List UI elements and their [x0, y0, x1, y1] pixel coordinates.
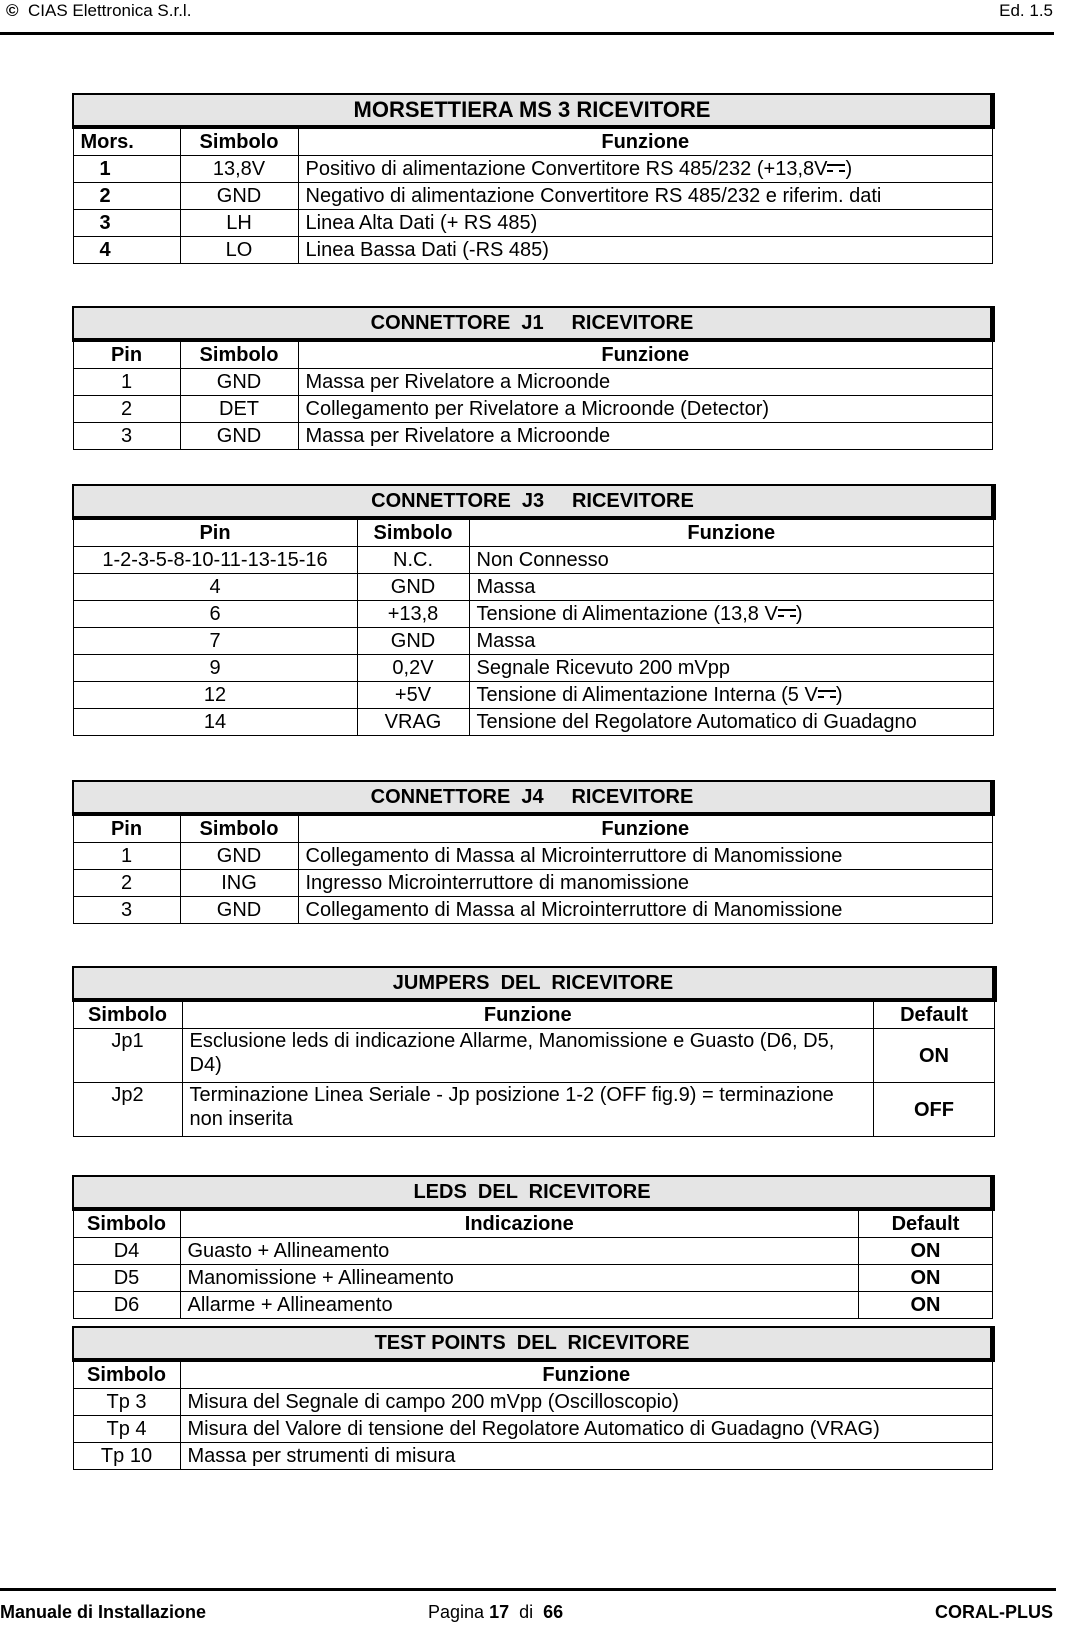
j1-title: CONNETTORE J1 RICEVITORE — [73, 307, 993, 340]
footer-manual: Manuale di Installazione — [0, 1602, 207, 1622]
table-row: D5 Manomissione + Allineamento ON — [73, 1265, 993, 1292]
footer-rule — [0, 1588, 1056, 1591]
table-row: 2 DET Collegamento per Rivelatore a Microonde (Detector) — [73, 396, 993, 423]
table-row: 9 0,2V Segnale Ricevuto 200 mVpp — [73, 655, 994, 682]
table-row: 3 GND Collegamento di Massa al Microinterruttore di Manomissione — [73, 897, 993, 924]
table-row: Tp 10 Massa per strumenti di misura — [73, 1443, 993, 1470]
j3-table: CONNETTORE J3 RICEVITORE Pin Simbolo Funzione 1-2-3-5-8-10-11-13-15-16 N.C. Non Connesso 4 GND Massa 6 +13,8 Tensione di Alimentazione (13,8 V ) 7 GND Massa 9 0,2V Segnale Ricevuto 200 mVpp 12 +5V Tensione di Alimentazione Interna (5 V ) 14 VRAG Tensione del Regolatore Automatico di Guadagno — [72, 484, 996, 736]
table-row: 3 GND Massa per Rivelatore a Microonde — [73, 423, 993, 450]
table-row: 1-2-3-5-8-10-11-13-15-16 N.C. Non Connesso — [73, 547, 994, 574]
table-row: 1 GND Massa per Rivelatore a Microonde — [73, 369, 993, 396]
table-row: 4 GND Massa — [73, 574, 994, 601]
ms3-col-funzione: Funzione — [298, 127, 993, 156]
table-row: Tp 3 Misura del Segnale di campo 200 mVpp (Oscilloscopio) — [73, 1389, 993, 1416]
leds-title: LEDS DEL RICEVITORE — [73, 1176, 993, 1209]
dc-symbol-icon — [818, 690, 836, 701]
tp-title: TEST POINTS DEL RICEVITORE — [73, 1327, 993, 1360]
j3-title: CONNETTORE J3 RICEVITORE — [73, 485, 994, 518]
header-rule — [0, 32, 1054, 35]
table-row: 1 13,8V Positivo di alimentazione Convertitore RS 485/232 (+13,8V ) — [73, 156, 993, 183]
j4-title: CONNETTORE J4 RICEVITORE — [73, 781, 993, 814]
dc-symbol-icon — [827, 164, 845, 175]
table-row: 6 +13,8 Tensione di Alimentazione (13,8 V ) — [73, 601, 994, 628]
footer-page: Pagina 17 di 66 — [428, 1602, 564, 1622]
table-row: 4 LO Linea Bassa Dati (-RS 485) — [73, 237, 993, 264]
page-footer — [0, 1588, 1069, 1628]
table-row: Tp 4 Misura del Valore di tensione del Regolatore Automatico di Guadagno (VRAG) — [73, 1416, 993, 1443]
jumpers-table: JUMPERS DEL RICEVITORE Simbolo Funzione Default Jp1 Esclusione leds di indicazione Allarme, Manomissione e Guasto (D6, D5, D4) ON Jp2 Terminazione Linea Seriale - Jp posizione 1-2 (OFF fig.9) = terminazione non inserita OFF — [72, 966, 997, 1137]
table-row: D4 Guasto + Allineamento ON — [73, 1238, 993, 1265]
header-edition: Ed. 1.5 — [999, 1, 1053, 20]
page-header — [0, 0, 1069, 34]
table-row: 14 VRAG Tensione del Regolatore Automatico di Guadagno — [73, 709, 994, 736]
footer-product: CORAL-PLUS — [935, 1602, 1053, 1622]
leds-table: LEDS DEL RICEVITORE Simbolo Indicazione Default D4 Guasto + Allineamento ON D5 Manomissione + Allineamento ON D6 Allarme + Allineamento ON — [72, 1175, 995, 1319]
tp-table: TEST POINTS DEL RICEVITORE Simbolo Funzione Tp 3 Misura del Segnale di campo 200 mVpp (Oscilloscopio) Tp 4 Misura del Valore di tensione del Regolatore Automatico di Guadagno (VRAG) Tp 10 Massa per strumenti di misura — [72, 1326, 995, 1470]
table-row: 12 +5V Tensione di Alimentazione Interna (5 V ) — [73, 682, 994, 709]
dc-symbol-icon — [778, 609, 796, 620]
ms3-title: MORSETTIERA MS 3 RICEVITORE — [73, 94, 993, 127]
table-row: 3 LH Linea Alta Dati (+ RS 485) — [73, 210, 993, 237]
table-row: 2 ING Ingresso Microinterruttore di manomissione — [73, 870, 993, 897]
ms3-table — [72, 93, 995, 264]
table-row: Jp1 Esclusione leds di indicazione Allarme, Manomissione e Guasto (D6, D5, D4) ON — [73, 1029, 995, 1083]
header-company: © CIAS Elettronica S.r.l. — [6, 1, 192, 20]
table-row: 1 GND Collegamento di Massa al Microinterruttore di Manomissione — [73, 843, 993, 870]
table-row: 7 GND Massa — [73, 628, 994, 655]
table-row: D6 Allarme + Allineamento ON — [73, 1292, 993, 1319]
j4-table: CONNETTORE J4 RICEVITORE Pin Simbolo Funzione 1 GND Collegamento di Massa al Microinterruttore di Manomissione 2 ING Ingresso Microinterruttore di manomissione 3 GND Collegamento di Massa al Microinterruttore di Manomissione — [72, 780, 995, 924]
table-row: Jp2 Terminazione Linea Seriale - Jp posizione 1-2 (OFF fig.9) = terminazione non inserita OFF — [73, 1083, 995, 1137]
ms3-col-mors: Mors. — [73, 127, 180, 156]
ms3-col-simbolo: Simbolo — [180, 127, 298, 156]
j1-table: CONNETTORE J1 RICEVITORE Pin Simbolo Funzione 1 GND Massa per Rivelatore a Microonde 2 DET Collegamento per Rivelatore a Microonde (Detector) 3 GND Massa per Rivelatore a Microonde — [72, 306, 995, 450]
jumpers-title: JUMPERS DEL RICEVITORE — [73, 967, 995, 1000]
table-row: 2 GND Negativo di alimentazione Convertitore RS 485/232 e riferim. dati — [73, 183, 993, 210]
